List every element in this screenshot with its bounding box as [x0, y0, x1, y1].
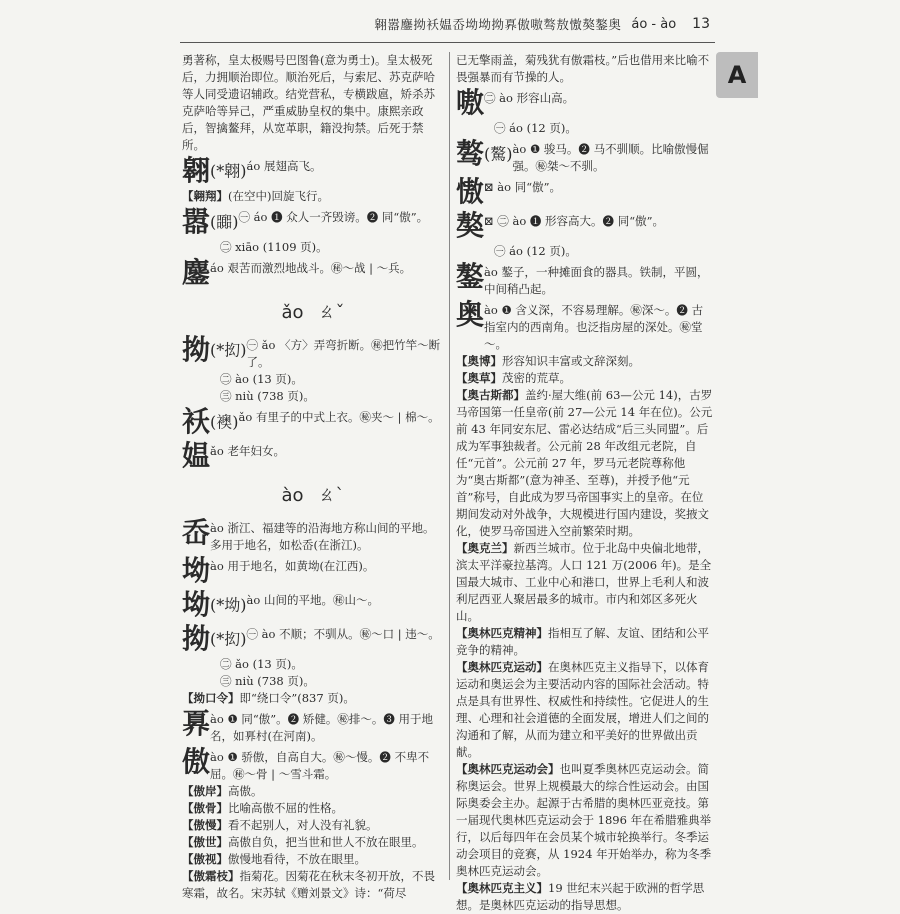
headword: 袄	[182, 405, 211, 438]
entry	[182, 154, 444, 188]
compound-entry: 【奥博】形容知识丰富或文辞深刻。	[456, 354, 640, 368]
cross-reference: ㊂ niù (738 页)。	[220, 674, 315, 688]
headword: 坳	[182, 554, 211, 587]
compound-entry: 【奥林匹克精神】指相互了解、友谊、团结和公平竞争的精神。	[456, 626, 709, 657]
entry	[456, 175, 714, 209]
definition: ào ❶ 同“傲”。❷ 矫健。㊙排～。❸ 用于地名，如奡村(在河南)。	[210, 712, 433, 743]
definition: ⊠ ㊁ ào ❶ 形容高大。❷ 同“傲”。	[484, 214, 664, 228]
compound-list	[456, 353, 714, 914]
variant-form: (*抝)	[210, 340, 247, 360]
headword: 骜	[456, 137, 485, 170]
entry	[182, 707, 444, 745]
compound-entry: 【奥林匹克运动会】也叫夏季奥林匹克运动会。简称奥运会。世界上规模最大的综合性运动会。由国际奥委会主办。起源于古希腊的奥林匹亚竞技。第一届现代奥林匹克运动会于 1896 年在希腊雅典举行，以后每四年在会员某个城市轮换举行。冬季运动会项目的竞赛，从 1924 年开始举办，称为冬季奥林匹克运动会。	[456, 762, 712, 878]
definition: ào 浙江、福建等的沿海地方称山间的平地。多用于地名，如松岙(在浙江)。	[210, 521, 435, 552]
continued-text: 勇著称，皇太极赐号巴图鲁(意为勇士)。皇太极死后，力拥顺治即位。顺治死后，与索尼、苏克萨哈等人同受遗诏辅政。结党营私，专横跋扈，矫杀苏克萨哈等异己，严重威胁皇权的集中。康熙亲政后，智擒鳌拜，从宽革职，籍没拘禁。后死于禁所。	[182, 53, 435, 152]
definition: ㊀ áo ❶ 众人一齐毁谤。❷ 同“傲”。	[238, 210, 429, 224]
header-characters: 翱嚣鏖拗袄媪岙坳坳拗奡傲嗷骜敖慠獒鏊奥	[374, 17, 622, 32]
headword: 嚣	[182, 205, 211, 238]
column-divider	[449, 52, 450, 880]
left-column	[182, 52, 444, 902]
compound-entry: 【傲视】傲慢地看待，不放在眼里。	[182, 852, 366, 866]
definition: ㊁ ào 形容山高。	[484, 91, 575, 105]
pinyin-section-heading: ǎo ㄠˇ	[281, 302, 345, 323]
entry	[182, 256, 444, 290]
letter-tab[interactable]: A	[716, 52, 758, 98]
headword: 奡	[182, 707, 211, 740]
entry	[456, 86, 714, 120]
cross-reference: ㊁ xiāo (1109 页)。	[220, 240, 328, 254]
compound-entry: 【拗口令】即“绕口令”(837 页)。	[182, 691, 355, 705]
pinyin-section-heading: ào ㄠˋ	[281, 485, 345, 506]
entry	[182, 588, 444, 622]
headword: 慠	[456, 175, 485, 208]
cross-reference: ㊁ ǎo (13 页)。	[220, 657, 303, 671]
definition: ⊠ ào 同“傲”。	[484, 180, 562, 194]
definition: ǎo 有里子的中式上衣。㊙夹～ | 棉～。	[238, 410, 440, 424]
compound-entry: 【傲世】高傲自负，把当世和世人不放在眼里。	[182, 835, 424, 849]
entry	[182, 745, 444, 783]
compound-entry: 【傲骨】比喻高傲不屈的性格。	[182, 801, 343, 815]
definition: ǎo 老年妇女。	[210, 444, 285, 458]
headword: 獒	[456, 209, 485, 242]
definition: ào 用于地名，如黄坳(在江西)。	[210, 559, 375, 573]
right-column	[456, 52, 714, 914]
compound-entry: 【奥古斯都】盖约·屋大维(前 63—公元 14)，古罗马帝国第一任皇帝(前 27—公元 14 年在位)。公元前 43 年同安东尼、雷必达结成“后三头同盟”。后成为军事独裁者。公元前 28 年改组元老院，自任“元首”。公元前 27 年，罗马元老院尊称他为“奥古斯都”(意为神圣、至尊)，并授予他“元首”称号，自此成为罗马帝国事实上的皇帝。在位期间发动对外战争，大规模进行国内建设，奖掖文化，使罗马帝国进入空前繁荣时期。	[456, 388, 713, 538]
definition: ㊀ ǎo 〈方〉弄弯折断。㊙把竹竿～断了。	[246, 338, 441, 369]
cross-reference: ㊀ áo (12 页)。	[494, 244, 577, 258]
variant-form: (*翺)	[210, 161, 247, 181]
variant-form: (*坳)	[210, 595, 247, 615]
variant-form: (嚻)	[210, 212, 239, 232]
entry	[456, 209, 714, 243]
headword: 奥	[456, 298, 485, 331]
definition: ào 山间的平地。㊙山～。	[246, 593, 379, 607]
entry	[182, 622, 444, 656]
entry	[456, 298, 714, 353]
definition: ào ❶ 骏马。❷ 马不驯顺。比喻傲慢倔强。㊙桀～不驯。	[512, 142, 709, 173]
entry	[182, 554, 444, 588]
compound-entry: 【傲慢】看不起别人，对人没有礼貌。	[182, 818, 378, 832]
headword: 鏖	[182, 256, 211, 289]
entry	[456, 260, 714, 298]
entry	[456, 137, 714, 175]
compound-entry: 【奥林匹克运动】在奥林匹克主义指导下，以体育运动和奥运会为主要活动内容的国际社会活动。特点是具有世界性、权威性和持续性。它促进人的生理、心理和社会道德的全面发展，增进人们之间的沟通和了解，从而为建立和平美好的世界做出贡献。	[456, 660, 709, 759]
headword: 傲	[182, 745, 211, 778]
entry	[182, 205, 444, 239]
compound-list	[182, 783, 444, 902]
definition: ㊀ ào 不顺；不驯从。㊙～口 | 违～。	[246, 627, 440, 641]
entry	[182, 516, 444, 554]
headword: 翱	[182, 154, 211, 187]
variant-form: (驁)	[484, 144, 513, 164]
headword: 鏊	[456, 260, 485, 293]
cross-reference: ㊁ ào (13 页)。	[220, 372, 303, 386]
compound-entry: 【傲霜枝】指菊花。因菊花在秋末冬初开放，不畏寒霜，故名。宋苏轼《赠刘景文》诗：“荷尽	[182, 869, 435, 900]
compound-entry: 【翱翔】(在空中)回旋飞行。	[182, 189, 329, 203]
header-pinyin-range: áo - ào	[631, 16, 677, 32]
headword: 坳	[182, 588, 211, 621]
variant-form: (襖)	[210, 412, 239, 432]
entry	[182, 333, 444, 371]
headword: 拗	[182, 622, 211, 655]
definition: ào ❶ 骄傲，自高自大。㊙～慢。❷ 不卑不屈。㊙～骨 | ～雪斗霜。	[210, 750, 430, 781]
definition: ào 鏊子，一种摊面食的器具。铁制，平圆，中间稍凸起。	[484, 265, 709, 296]
headword: 媪	[182, 439, 211, 472]
headword: 嗷	[456, 86, 485, 119]
running-header	[330, 10, 710, 38]
definition: áo 展翅高飞。	[246, 159, 322, 173]
compound-entry: 【奥林匹克主义】19 世纪末兴起于欧洲的哲学思想。是奥林匹克运动的指导思想。	[456, 881, 705, 912]
compound-entry: 【奥克兰】新西兰城市。位于北岛中央偏北地带，滨太平洋豪拉基湾。人口 121 万(2006 年)。是全国最大城市、工业中心和港口，世界上毛利人和波利尼西亚人聚居最多的城市。市内和郊区多死火山。	[456, 541, 712, 623]
continued-text: 已无擎雨盖，菊残犹有傲霜枝。”后也借用来比喻不畏强暴而有节操的人。	[456, 53, 710, 84]
headword: 拗	[182, 333, 211, 366]
cross-reference: ㊀ áo (12 页)。	[494, 121, 577, 135]
entry	[182, 405, 444, 439]
cross-reference: ㊂ niù (738 页)。	[220, 389, 315, 403]
headword: 岙	[182, 516, 211, 549]
variant-form: (*抝)	[210, 629, 247, 649]
compound-entry: 【傲岸】高傲。	[182, 784, 263, 798]
entry	[182, 439, 444, 473]
definition: ào ❶ 含义深，不容易理解。㊙深～。❷ 古指室内的西南角。也泛指房屋的深处。㊙堂～。	[484, 303, 704, 351]
page-number: 13	[692, 16, 710, 32]
compound-entry: 【奥草】茂密的荒草。	[456, 371, 571, 385]
header-rule	[180, 42, 715, 43]
definition: áo 艰苦而激烈地战斗。㊙～战 | ～兵。	[210, 261, 412, 275]
